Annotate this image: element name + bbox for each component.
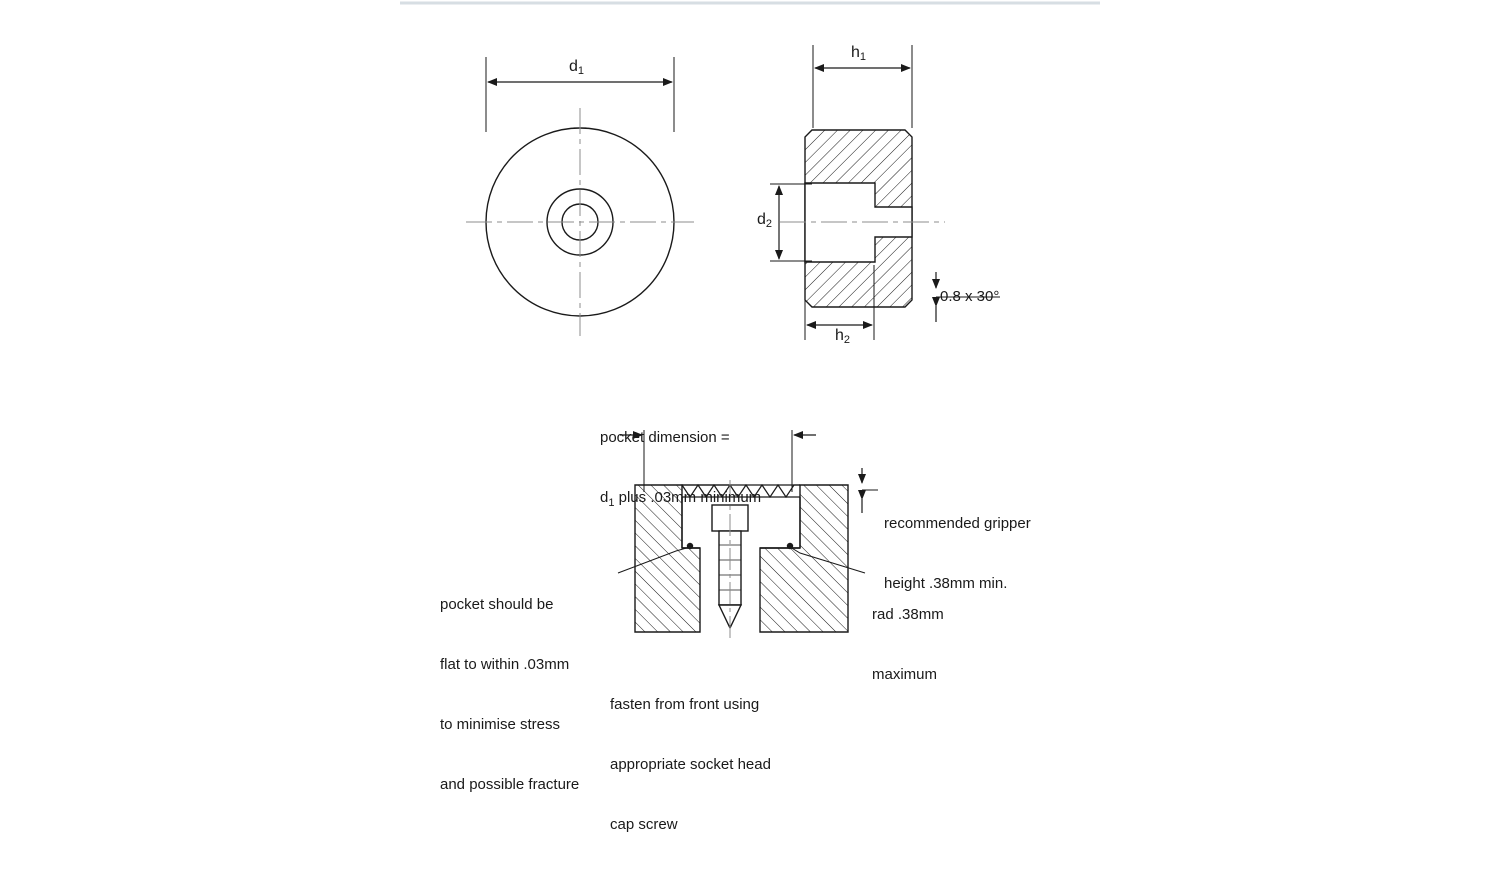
note-radius [872,565,1052,725]
front-view-circles [466,108,694,336]
note-pocket-dimension-line1: pocket dimension = [600,429,730,446]
note-fastener-line1: fasten from front using [610,696,760,713]
dim-label-h1-base: h [851,44,860,61]
note-radius-line1: rad .38mm [872,606,944,623]
dim-label-d2-sub: 2 [765,218,773,230]
note-pocket-dimension [600,388,860,553]
note-fastener-line2: appropriate socket head [610,756,771,773]
note-pocket-dimension-d: d [600,489,609,506]
dim-label-h2-base: h [835,327,844,344]
note-pocket-dimension-sub: 1 [608,497,615,509]
note-pocket-dimension-rest: plus .03mm minimum [614,489,762,506]
note-pocket-dimension-line2 [600,488,860,513]
dim-label-chamfer: 0.8 x 30° [940,288,1000,305]
dim-gripper-height [862,468,878,513]
dim-label-h2 [835,327,850,345]
dim-label-d1 [569,58,584,76]
note-fastener-line3: cap screw [610,816,678,833]
dim-label-h2-sub: 2 [843,334,851,346]
note-pocket-flatness-line3: to minimise stress [440,716,561,733]
dim-label-d2 [757,211,772,229]
dim-label-d1-sub: 1 [577,65,585,77]
note-pocket-flatness-line1: pocket should be [440,596,554,613]
dim-label-h1 [851,44,866,62]
dim-label-d1-base: d [569,58,578,75]
note-pocket-flatness-line4: and possible fracture [440,776,580,793]
dim-label-h1-sub: 1 [859,51,867,63]
note-radius-line2: maximum [872,666,938,683]
note-pocket-flatness [440,555,610,835]
note-gripper-height-line2: height .38mm min. [884,575,1008,592]
dim-label-d2-base: d [757,211,766,228]
note-pocket-flatness-line2: flat to within .03mm [440,656,570,673]
note-gripper-height-line1: recommended gripper [884,515,1031,532]
note-fastener [610,655,850,875]
